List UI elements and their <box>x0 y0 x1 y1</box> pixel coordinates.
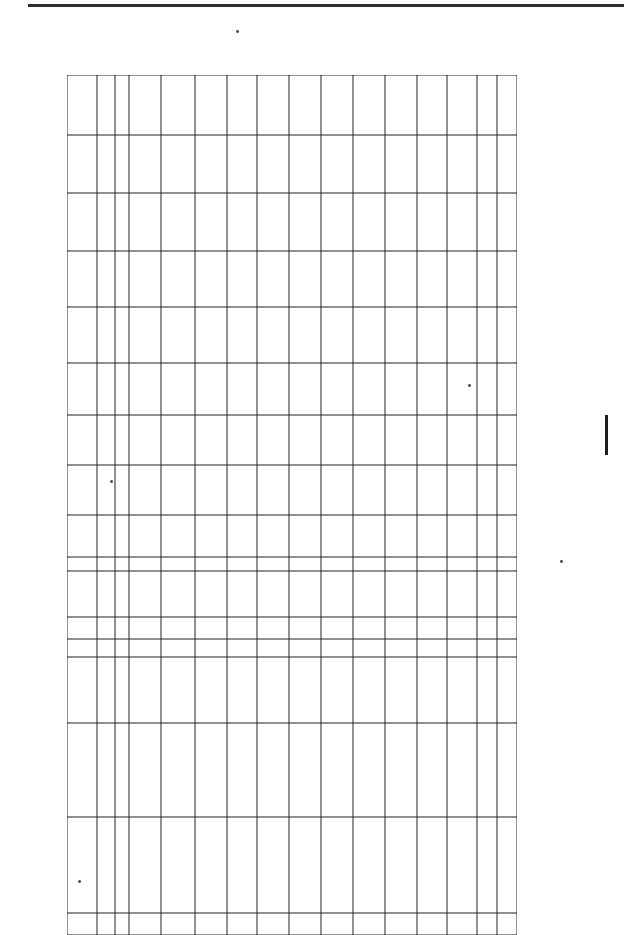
table-grid <box>67 75 517 935</box>
scan-speck <box>560 560 563 563</box>
rotated-budget-table <box>67 75 517 935</box>
scan-mark <box>605 415 608 455</box>
top-border-line <box>28 4 624 7</box>
scan-speck <box>236 30 239 33</box>
